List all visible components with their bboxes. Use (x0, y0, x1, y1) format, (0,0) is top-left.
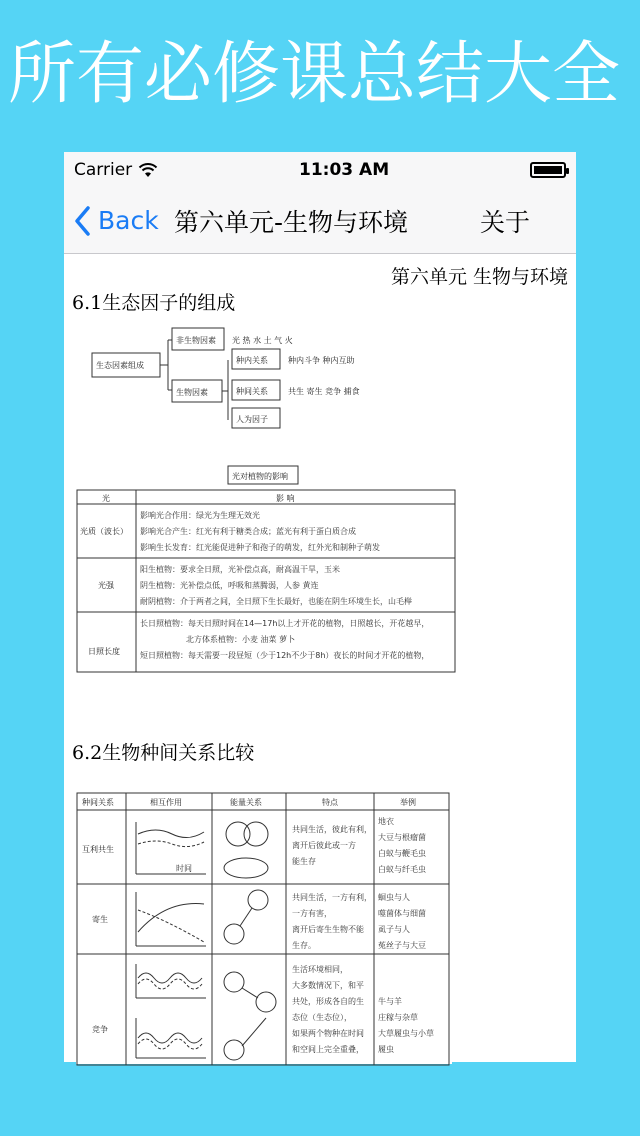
relation-row-1-example: 虱子与人 (378, 925, 410, 934)
relation-row-2-trait: 共处，形成各自的生 (292, 997, 364, 1006)
relation-header-2: 能量关系 (230, 798, 262, 807)
status-bar (64, 152, 576, 188)
relation-row-1-example: 菟丝子与大豆 (378, 941, 426, 950)
relation-row-0-trait: 离开后彼此或一方 (292, 841, 356, 850)
ecological-factor-diagram (76, 320, 360, 430)
light-row-1-line: 耐阴植物：介于两者之间，全日照下生长最好，也能在阴生环境生长，山毛榉 (140, 597, 412, 606)
diagram-inter-items: 共生 寄生 竞争 捕食 (288, 387, 360, 396)
chevron-left-icon (74, 206, 90, 236)
relation-header-4: 举例 (400, 798, 416, 807)
back-label: Back (98, 206, 159, 235)
light-table-header-1: 影 响 (276, 494, 295, 503)
light-effect-table (76, 464, 456, 672)
relation-row-2-trait: 生活环境相同， (292, 965, 348, 974)
relation-row-0-trait: 能生存 (292, 857, 316, 866)
navigation-bar (64, 188, 576, 254)
diagram-root: 生态因素组成 (96, 361, 144, 370)
relation-row-2-example: 庄稼与杂草 (378, 1013, 418, 1022)
competition-graph (136, 964, 206, 1058)
diagram-human: 人为因子 (236, 415, 268, 424)
relation-row-2-example: 履虫 (378, 1045, 394, 1054)
relation-row-0-example: 白蚁与纤毛虫 (378, 865, 426, 874)
diagram-abiotic-items: 光 热 水 土 气 火 (232, 336, 293, 345)
light-row-2-line: 北方体系植物：小麦 油菜 萝卜 (186, 635, 296, 644)
relation-row-2-example: 大草履虫与小草 (378, 1029, 434, 1038)
light-row-1-line: 阳生植物：要求全日照，光补偿点高，耐高温干旱，玉米 (140, 565, 340, 574)
relation-row-0-example: 地衣 (378, 817, 394, 826)
relation-row-2-example: 牛与羊 (378, 997, 402, 1006)
relation-header-0: 种间关系 (82, 798, 114, 807)
light-row-0-line: 影响光合作用：绿光为生理无效光 (140, 511, 260, 520)
light-table-caption: 光对植物的影响 (232, 472, 288, 481)
promo-banner-title: 所有必修课总结大全 (8, 35, 621, 114)
diagram-intra: 种内关系 (236, 356, 268, 365)
relation-row-2-trait: 大多数情况下，和平 (292, 981, 364, 990)
relation-row-2-trait: 如果两个物种在时间 (292, 1029, 364, 1038)
relation-row-1-name: 寄生 (92, 915, 108, 924)
document-content (64, 254, 576, 1062)
back-button[interactable] (64, 206, 174, 236)
relation-row-1-trait: 一方有害， (292, 909, 332, 918)
diagram-biotic: 生物因素 (176, 388, 208, 397)
light-row-1-line: 阴生植物：光补偿点低，呼吸和蒸腾弱，人参 黄连 (140, 581, 319, 590)
light-row-0-label: 光质（波长） (80, 527, 128, 536)
parasitism-graph (136, 892, 206, 946)
carrier-label: Carrier (74, 160, 133, 180)
relation-row-2-name: 竞争 (92, 1025, 108, 1034)
relation-row-1-example: 蛔虫与人 (378, 893, 410, 902)
light-row-0-line: 影响生长发育：红光能促进种子和孢子的萌发，红外光和制种子萌发 (140, 543, 380, 552)
graph-axis-label: 时间 (176, 864, 192, 873)
light-row-2-label: 日照长度 (88, 647, 120, 656)
wifi-icon (138, 163, 158, 178)
light-row-0-line: 影响光合产生：红光有利于糖类合成；蓝光有利于蛋白质合成 (140, 527, 356, 536)
relation-row-0-example: 大豆与根瘤菌 (378, 833, 426, 842)
light-row-1-label: 光强 (98, 581, 114, 590)
relation-row-2-trait: 和空间上完全重叠， (292, 1045, 364, 1054)
relation-row-1-trait: 离开后寄生生物不能 (292, 925, 364, 934)
section-title-6-2: 6.2生物种间关系比较 (72, 742, 255, 764)
mutualism-graph (136, 822, 206, 874)
nav-title: 第六单元-生物与环境 (174, 207, 409, 237)
battery-icon (530, 162, 566, 178)
relation-row-1-example: 噬菌体与细菌 (378, 909, 426, 918)
relation-row-1-trait: 生存。 (292, 941, 316, 950)
relation-header-3: 特点 (322, 798, 338, 807)
about-button[interactable]: 关于 (479, 207, 530, 237)
light-table-header-0: 光 (102, 494, 110, 503)
relation-row-1-trait: 共同生活，一方有利， (292, 893, 372, 902)
unit-header: 第六单元 生物与环境 (390, 266, 568, 288)
relation-row-2-trait: 态位（生态位）， (292, 1013, 352, 1022)
diagram-intra-items: 种内斗争 种内互助 (288, 356, 355, 365)
relation-header-1: 相互作用 (150, 798, 182, 807)
diagram-abiotic: 非生物因素 (176, 336, 216, 345)
relation-row-0-name: 互利共生 (82, 845, 114, 854)
diagram-inter: 种间关系 (236, 387, 268, 396)
light-row-2-line: 长日照植物：每天日照时间在14—17h以上才开花的植物，日照越长，开花越早， (140, 619, 430, 628)
light-row-2-line: 短日照植物：每天需要一段昼短（少于12h不少于8h）夜长的时间才开花的植物， (140, 651, 430, 660)
section-title-6-1: 6.1生态因子的组成 (72, 292, 236, 314)
relation-row-0-example: 白蚁与鞭毛虫 (378, 849, 426, 858)
relation-row-0-trait: 共同生活，彼此有利， (292, 825, 372, 834)
clock: 11:03 AM (299, 160, 390, 180)
phone-screen (64, 152, 576, 1062)
species-relation-table (76, 792, 452, 1064)
